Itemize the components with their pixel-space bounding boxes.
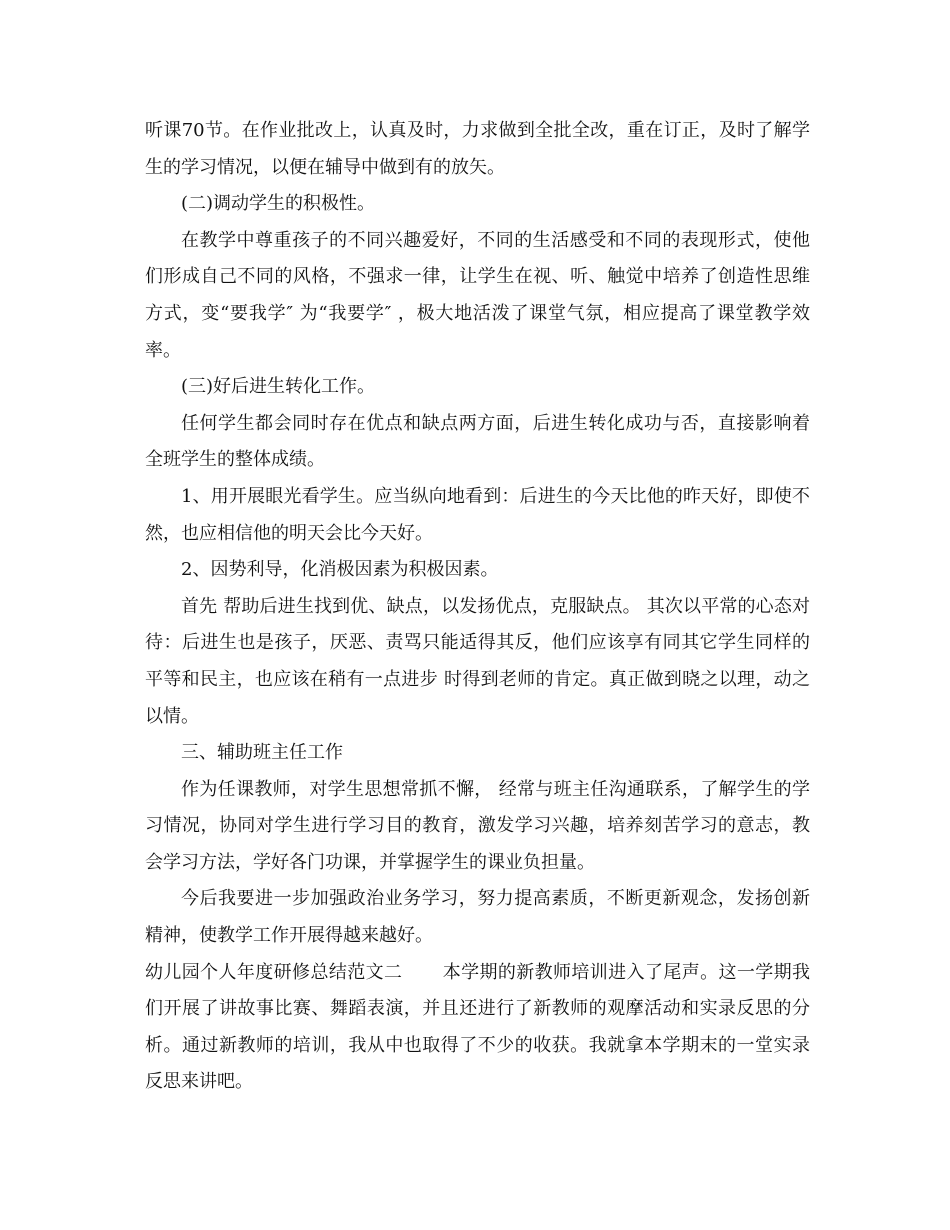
paragraph: 首先 帮助后进生找到优、缺点，以发扬优点，克服缺点。 其次以平常的心态对待：后进生也是孩子，厌恶、责骂只能适得其反，他们应该享有同其它学生同样的平等和民主，也应该在稍有一点进步 时得到老师的肯定。真正做到晓之以理，动之以情。 [145,595,810,727]
paragraph: 今后我要进一步加强政治业务学习，努力提高素质，不断更新观念，发扬创新精神，使教学工作开展得越来越好。 [145,888,810,947]
section-heading: 三、辅助班主任工作 [181,742,343,764]
document-body [145,113,810,1101]
list-item: 2、因势利导，化消极因素为积极因素。 [181,559,499,581]
subheading-2: (二)调动学生的积极性。 [181,193,376,215]
section2-title: 幼儿园个人年度研修总结范文二 [145,961,403,983]
list-item: 1、用开展眼光看学生。应当纵向地看到：后进生的今天比他的昨天好，即使不然，也应相信他的明天会比今天好。 [145,485,810,544]
section2-paragraph [145,955,810,1101]
paragraph: 作为任课教师，对学生思想常抓不懈， 经常与班主任沟通联系，了解学生的学习情况，协同对学生进行学习目的教育，激发学习兴趣，培养刻苦学习的意志，教会学习方法，学好各门功课，并掌握学生的课业负担量。 [145,778,810,873]
paragraph: 任何学生都会同时存在优点和缺点两方面，后进生转化成功与否，直接影响着全班学生的整体成绩。 [145,412,810,471]
subheading-3: (三)好后进生转化工作。 [181,376,376,398]
paragraph: 在教学中尊重孩子的不同兴趣爱好，不同的生活感受和不同的表现形式，使他们形成自己不同的风格，不强求一律，让学生在视、听、触觉中培养了创造性思维方式，变“要我学″ 为“我要学″ ，极大地活泼了课堂气氛，相应提高了课堂教学效率。 [145,229,810,361]
paragraph: 听课70节。在作业批改上，认真及时，力求做到全批全改，重在订正，及时了解学生的学习情况，以便在辅导中做到有的放矢。 [145,120,810,178]
section2-text: 本学期的新教师培训进入了尾声。这一学期我们开展了讲故事比赛、舞蹈表演，并且还进行了新教师的观摩活动和实录反思的分析。通过新教师的培训，我从中也取得了不少的收获。我就拿本学期末的一堂实录反思来讲吧。 [145,961,811,1093]
